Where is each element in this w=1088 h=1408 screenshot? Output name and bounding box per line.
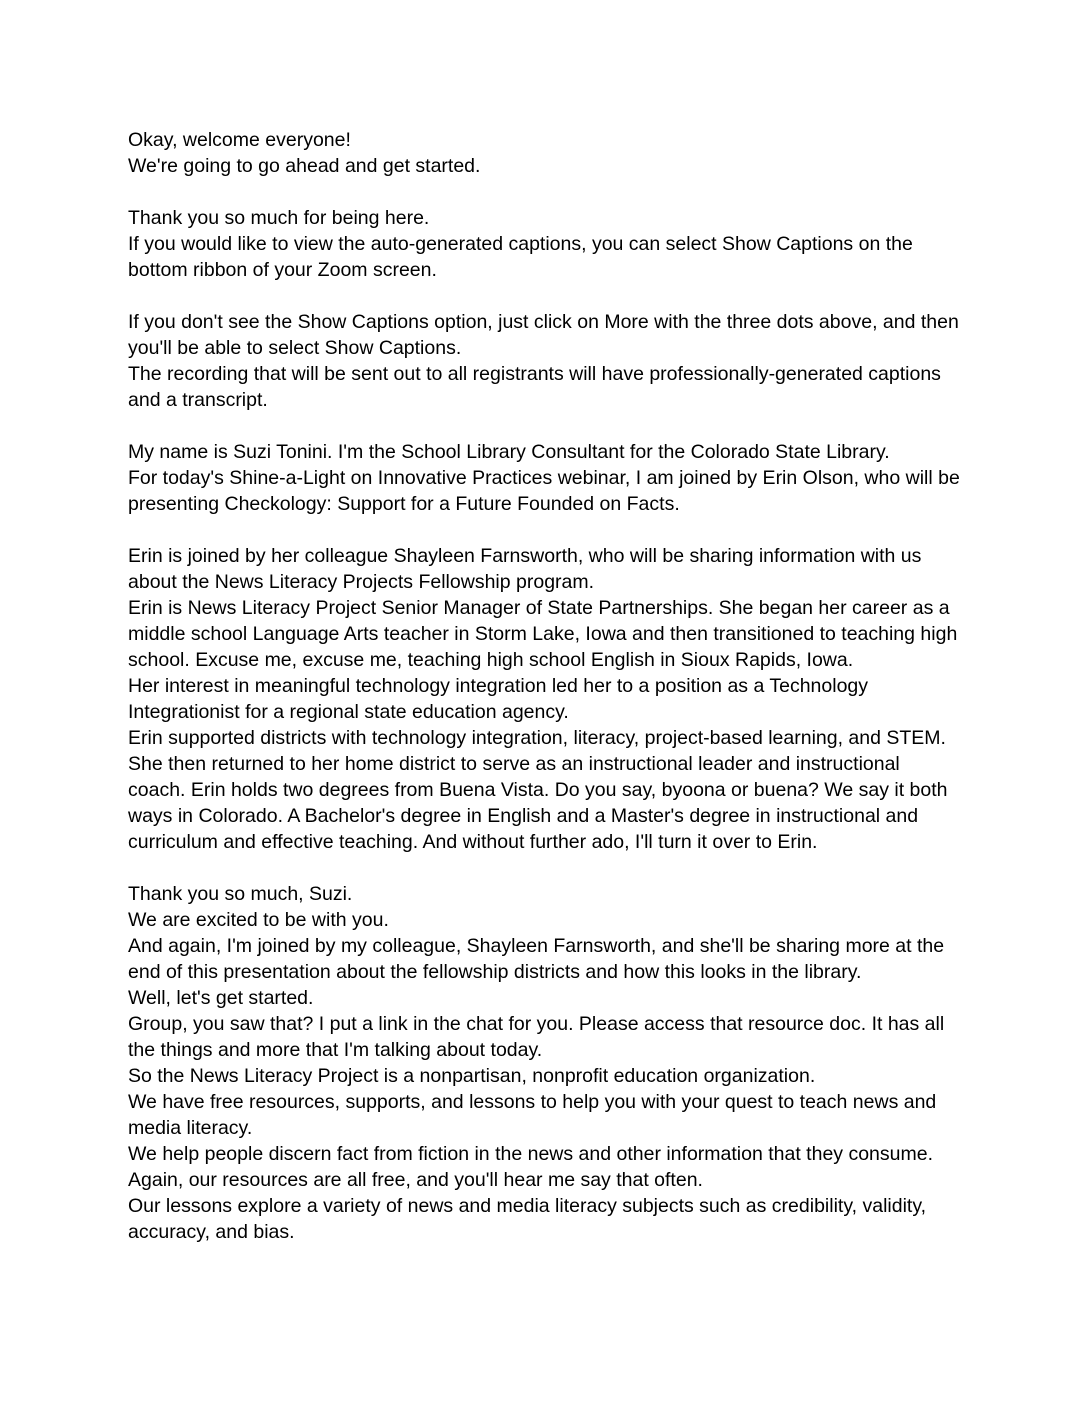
transcript-text <box>128 127 961 1245</box>
paragraph-line: Our lessons explore a variety of news and media literacy subjects such as credibility, validity, accuracy, and bias. <box>128 1195 927 1243</box>
paragraph-line: Thank you so much, Suzi. <box>128 883 353 905</box>
transcript-block <box>128 881 961 1245</box>
paragraph-line: My name is Suzi Tonini. I'm the School Library Consultant for the Colorado State Library. <box>128 441 890 463</box>
paragraph-line: We're going to go ahead and get started. <box>128 155 481 177</box>
paragraph-line: Erin supported districts with technology integration, literacy, project-based learning, and STEM. She then returned to her home district to serve as an instructional leader and instructional coach. Erin holds two degrees from Buena Vista. Do you say, byoona or buena? We say it both ways in Colorado. A Bachelor's degree in English and a Master's degree in instructional and curriculum and effective teaching. And without further ado, I'll turn it over to Erin. <box>128 727 948 853</box>
paragraph-line: And again, I'm joined by my colleague, Shayleen Farnsworth, and she'll be sharing more at the end of this presentation about the fellowship districts and how this looks in the library. <box>128 935 945 983</box>
paragraph-line: Okay, welcome everyone! <box>128 129 351 151</box>
paragraph-line: Erin is joined by her colleague Shayleen Farnsworth, who will be sharing information with us about the News Literacy Projects Fellowship program. <box>128 545 922 593</box>
transcript-block <box>128 543 961 855</box>
paragraph-line: If you would like to view the auto-generated captions, you can select Show Captions on the bottom ribbon of your Zoom screen. <box>128 233 913 281</box>
paragraph-line: We are excited to be with you. <box>128 909 389 931</box>
paragraph-line: We help people discern fact from fiction in the news and other information that they consume. <box>128 1143 933 1165</box>
paragraph-line: So the News Literacy Project is a nonpartisan, nonprofit education organization. <box>128 1065 816 1087</box>
transcript-block <box>128 127 961 179</box>
transcript-block <box>128 309 961 413</box>
paragraph-line: Erin is News Literacy Project Senior Manager of State Partnerships. She began her career as a middle school Language Arts teacher in Storm Lake, Iowa and then transitioned to teaching high school. Excuse me, excuse me, teaching high school English in Sioux Rapids, Iowa. <box>128 597 958 671</box>
paragraph-line: Group, you saw that? I put a link in the chat for you. Please access that resource doc. It has all the things and more that I'm talking about today. <box>128 1013 945 1061</box>
transcript-block <box>128 439 961 517</box>
transcript-block <box>128 205 961 283</box>
paragraph-line: If you don't see the Show Captions option, just click on More with the three dots above, and then you'll be able to select Show Captions. <box>128 311 959 359</box>
paragraph-line: For today's Shine-a-Light on Innovative Practices webinar, I am joined by Erin Olson, who will be presenting Checkology: Support for a Future Founded on Facts. <box>128 467 960 515</box>
paragraph-line: Thank you so much for being here. <box>128 207 430 229</box>
paragraph-line: The recording that will be sent out to all registrants will have professionally-generated captions and a transcript. <box>128 363 941 411</box>
paragraph-line: Well, let's get started. <box>128 987 314 1009</box>
paragraph-line: We have free resources, supports, and lessons to help you with your quest to teach news and media literacy. <box>128 1091 937 1139</box>
paragraph-line: Again, our resources are all free, and you'll hear me say that often. <box>128 1169 703 1191</box>
paragraph-line: Her interest in meaningful technology integration led her to a position as a Technology Integrationist for a regional state education agency. <box>128 675 869 723</box>
